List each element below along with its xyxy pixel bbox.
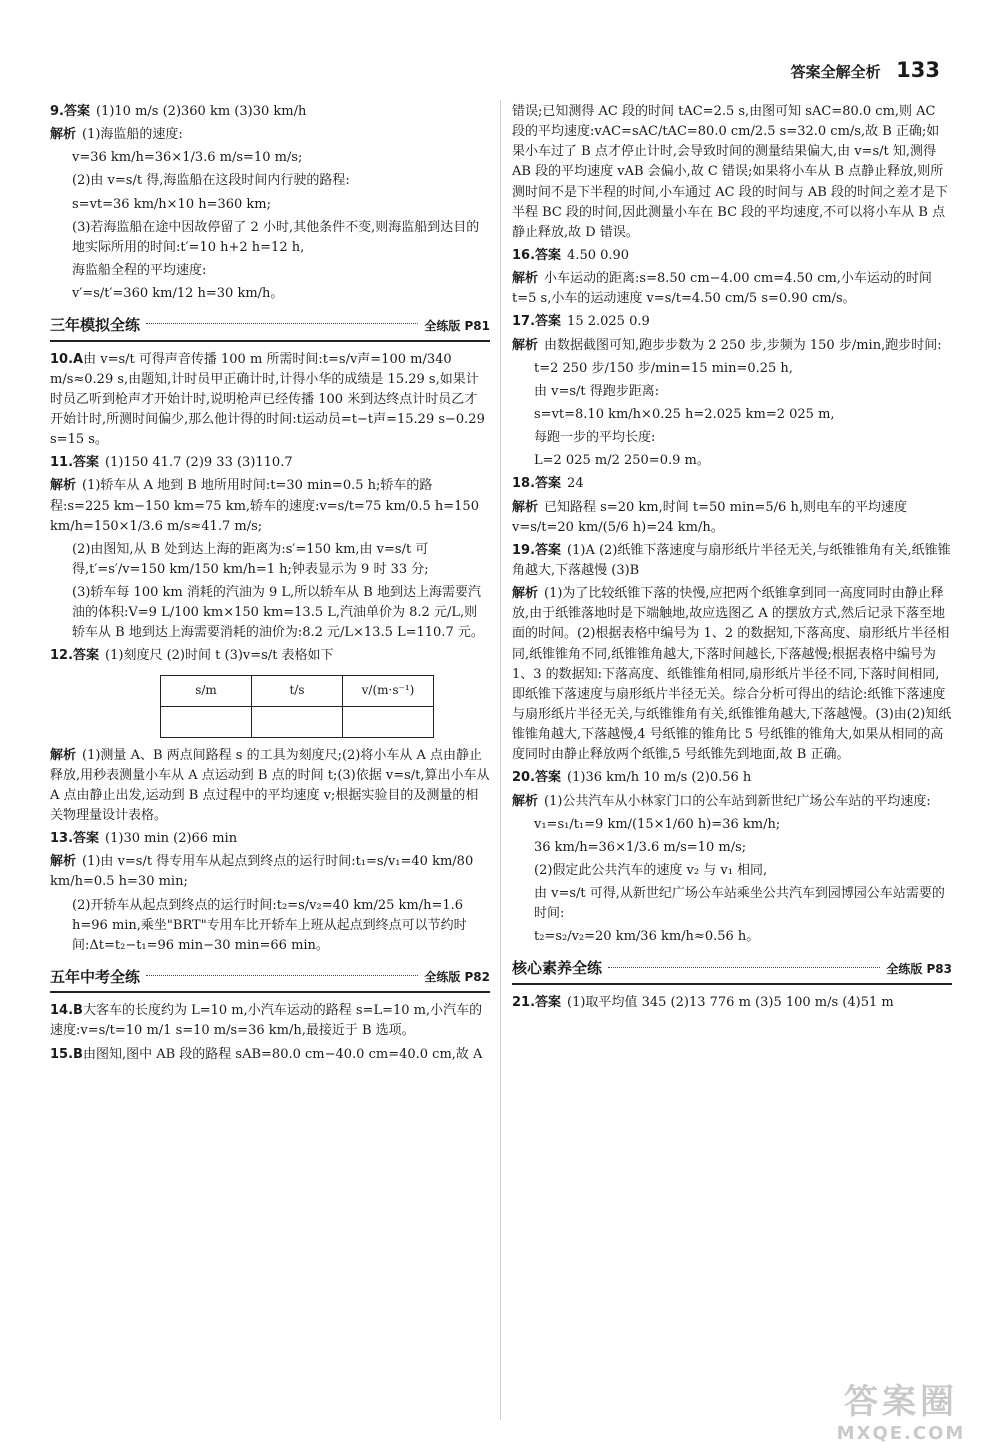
paragraph-text: 已知路程 s=20 km,时间 t=50 min=5/6 h,则电车的平均速度 v=s/t=20 km/(5/6 h)=24 km/h。 [512,499,907,535]
paragraph [512,246,952,266]
left-column [50,102,490,1068]
answer-label: 答案 [535,247,562,263]
watermark-line1: 答案圈 [844,1382,958,1422]
page-header [791,58,940,82]
answer-label: 解析 [50,747,77,763]
indented-line [50,171,490,191]
question-number: 19. [512,542,536,558]
question-number: 9. [50,104,64,119]
paragraph-text: (2)由图知,从 B 处到达上海的距离为:s′=150 km,由 v=s/t 可得,t′=s′/v=150 km/150 km/h=1 h;钟表显示为 9 时 33 分; [72,541,429,577]
answer-label: 解析 [512,793,539,809]
answer-label: 答案 [73,648,100,664]
indented-line [50,896,490,956]
indented-line [50,148,490,168]
paragraph-text: (3)轿车每 100 km 消耗的汽油为 9 L,所以轿车从 B 地到达上海需要汽油的体积:V=9 L/100 km×150 km=13.5 L,汽油单价为 8.2 元/L,则轿车从 B 地到达上海需要消耗的油价为:8.2 元/L×13.5 L=110.7 元。 [72,585,484,641]
paragraph-text: s=vt=36 km/h×10 h=360 km; [72,196,272,212]
answer-label: 解析 [50,478,77,494]
paragraph-text: L=2 025 m/2 250=0.9 m。 [534,453,710,469]
paragraph-text: (1)取平均值 345 (2)13 776 m (3)5 100 m/s (4)51 m [567,994,894,1010]
indented-line [512,884,952,924]
section-page-ref: 全练版 P81 [424,318,490,333]
paragraph-text: (1)测量 A、B 两点间路程 s 的工具为刻度尺;(2)将小车从 A 点由静止释放,用秒表测量小车从 A 点运动到 B 点的时间 t;(3)依据 v=s/t,算出小车从 A 点由静止出发,运动到 B 点过程中的平均速度 v;根据实验目的及测量的相关物理量设计表格。 [50,747,490,824]
section-heading [512,957,952,984]
section-title: 五年中考全练 [50,968,141,987]
table-header-cell: t/s [252,675,343,706]
answer-label: 答案 [535,542,562,558]
paragraph-text: t=2 250 步/150 步/min=15 min=0.25 h, [534,360,793,376]
paragraph [50,102,490,122]
paragraph-text: (1)36 km/h 10 m/s (2)0.56 h [567,770,752,786]
paragraph [512,498,952,538]
paragraph-text: (1)30 min (2)66 min [105,831,238,847]
page-number: 133 [896,58,940,82]
paragraph [512,102,952,243]
indented-line [512,838,952,858]
paragraph-text: (1)150 41.7 (2)9 33 (3)110.7 [105,455,293,471]
answer-label: 答案 [73,455,100,471]
paragraph [50,1045,490,1065]
answer-label: 解析 [50,854,77,870]
paragraph [512,768,952,788]
section-page-ref: 全练版 P83 [886,961,952,976]
paragraph-text: 错误;已知测得 AC 段的时间 tAC=2.5 s,由图可知 sAC=80.0 cm,则 AC 段的平均速度:vAC=sAC/tAC=80.0 cm/2.5 s=32.0 cm/s,故 B 正确;如果小车过了 B 点才停止计时,会导致时间的测量结果偏大,由 v=s/t 知,测得 AB 段的平均速度 vAB 会偏小,故 C 错误;如果将小车从 B 点静止释放,则所测时间不是下半程的时间,小车通过 AC 段的时间与 AB 段的时间之差才是下半程 BC 段的时间,因此测量小车在 BC 段的平均速度,不可以将小车从 B 点静止释放,故 D 错误。 [512,104,948,240]
indented-line [512,428,952,448]
paragraph-text: 36 km/h=36×1/3.6 m/s=10 m/s; [534,839,747,855]
paragraph [50,746,490,827]
indented-line [50,583,490,643]
paragraph [512,584,952,765]
indented-line [50,195,490,215]
indented-line [512,815,952,835]
table-cell [343,706,434,737]
paragraph-text: 大客车的长度约为 L=10 m,小汽车运动的路程 s=L=10 m,小汽车的速度:v=s/t=10 m/1 s=10 m/s=36 km/h,最接近于 B 选项。 [50,1003,483,1039]
table-header-cell: v/(m·s⁻¹) [343,675,434,706]
watermark [816,1374,986,1444]
indented-line [512,382,952,402]
paragraph-text: 海监船全程的平均速度: [72,262,207,278]
question-number: 18. [512,476,536,492]
section-title: 三年模拟全练 [50,316,141,335]
answer-label: 解析 [50,127,77,143]
paragraph-text: (1)海监船的速度: [82,127,183,143]
question-number: 12. [50,648,74,664]
watermark-line2: MXQE.COM [836,1423,966,1444]
paragraph [50,350,490,451]
paragraph [50,829,490,849]
answer-label: 答案 [63,104,90,119]
indented-line [50,261,490,281]
section-dots [146,974,418,976]
paragraph [512,474,952,494]
paragraph [512,312,952,332]
question-number: 14.B [50,1003,83,1019]
paragraph-text: (2)开轿车从起点到终点的运行时间:t₂=s/v₂=40 km/25 km/h=1.6 h=96 min,乘坐"BRT"专用车比开轿车上班从起点到终点可以节约时间:Δt=t₂−t₁=96 min−30 min=66 min。 [72,897,467,953]
paragraph-text: 每跑一步的平均长度: [534,430,656,446]
table-row [161,706,434,737]
answer-label: 解析 [512,586,539,602]
section-dots [608,966,880,968]
header-title: 答案全解全析 [790,63,881,81]
paragraph-text: s=vt=8.10 km/h×0.25 h=2.025 km=2 025 m, [534,406,835,422]
section-heading [50,314,490,341]
answer-label: 解析 [512,271,539,287]
paragraph-text: 小车运动的距离:s=8.50 cm−4.00 cm=4.50 cm,小车运动的时间 t=5 s,小车的运动速度 v=s/t=4.50 cm/5 s=0.90 cm/s。 [512,271,932,307]
paragraph-text: 由 v=s/t 可得,从新世纪广场公车站乘坐公共汽车到园博园公车站需要的时间: [534,886,945,922]
paragraph-text: t₂=s₂/v₂=20 km/36 km/h≈0.56 h。 [534,929,760,945]
indented-line [512,451,952,471]
answer-label: 答案 [535,994,562,1010]
paragraph-text: 由图知,图中 AB 段的路程 sAB=80.0 cm−40.0 cm=40.0 cm,故 A [82,1046,483,1062]
table-cell [252,706,343,737]
paragraph [50,646,490,666]
indented-line [512,405,952,425]
paragraph-text: (1)刻度尺 (2)时间 t (3)v=s/t 表格如下 [105,648,334,664]
table-header-row [161,675,434,706]
paragraph-text: 由 v=s/t 得跑步距离: [534,383,660,399]
paragraph [50,453,490,473]
paragraph [512,792,952,812]
section-title: 核心素养全练 [512,959,603,978]
answer-label: 答案 [535,314,562,330]
paragraph-text: 24 [567,476,584,492]
paragraph [512,269,952,309]
question-number: 15.B [50,1046,83,1062]
question-number: 13. [50,831,74,847]
paragraph-text: (1)公共汽车从小林家门口的公车站到新世纪广场公车站的平均速度: [544,793,931,809]
indented-line [50,540,490,580]
paragraph-text: v₁=s₁/t₁=9 km/(15×1/60 h)=36 km/h; [534,816,781,832]
answer-label: 答案 [535,476,562,492]
indented-line [512,861,952,881]
paragraph [50,852,490,892]
indented-line [512,927,952,947]
paragraph [512,336,952,356]
paragraph [50,125,490,145]
section-heading [50,966,490,993]
paragraph-text: 由数据截图可知,跑步步数为 2 250 步,步频为 150 步/min,跑步时间: [544,337,942,353]
paragraph-text: (2)假定此公共汽车的速度 v₂ 与 v₁ 相同, [534,862,768,878]
paragraph-text: (1)由 v=s/t 得专用车从起点到终点的运行时间:t₁=s/v₁=40 km/80 km/h=0.5 h=30 min; [50,854,474,890]
paragraph [50,1001,490,1041]
question-number: 21. [512,994,536,1010]
question-number: 17. [512,314,536,330]
paragraph-text: v′=s/t′=360 km/12 h=30 km/h。 [72,286,284,302]
answer-label: 答案 [535,770,562,786]
paragraph-text: (1)A (2)纸锥下落速度与扇形纸片半径无关,与纸锥锥角有关,纸锥锥角越大,下落越慢 (3)B [512,542,951,578]
question-number: 20. [512,770,536,786]
paragraph [50,476,490,536]
question-number: 11. [50,455,74,471]
paragraph-text: (1)为了比较纸锥下落的快慢,应把两个纸锥拿到同一高度同时由静止释放,由于纸锥落地时是下端触地,故应选图乙 A 的摆放方式,然后记录下落至地面的时间。(2)根据表格中编号为 1、2 的数据知,下落高度、扇形纸片半径相同,纸锥锥角不同,纸锥锥角越大,下落时间越长,下落越慢;根据表格中编号为 1、3 的数据知:下落高度、纸锥锥角相同,扇形纸片半径不同,下落时间相同,即纸锥下落速度与扇形纸片半径无关。综合分析可得出的结论:纸锥下落速度与扇形纸片半径无关,与纸锥锥角有关,纸锥锥角越大,下落越慢。(3)由(2)知纸锥锥角越大,下落越慢,4 号纸锥的锥角比 5 号纸锥的锥角大,如果从相同的高度同时由静止释放两个纸锥,5 号纸锥先到地面,故 B 正确。 [512,586,952,763]
paragraph-text: (1)10 m/s (2)360 km (3)30 km/h [96,104,307,119]
paragraph [512,993,952,1013]
table-cell [161,706,252,737]
answer-label: 解析 [512,337,539,353]
paragraph-text: 15 2.025 0.9 [567,314,650,330]
indented-line [50,218,490,258]
paragraph [512,541,952,581]
paragraph-text: v=36 km/h=36×1/3.6 m/s=10 m/s; [72,150,303,166]
record-table [160,675,434,738]
paragraph-text: (1)轿车从 A 地到 B 地所用时间:t=30 min=0.5 h;轿车的路程:s=225 km−150 km=75 km,轿车的速度:v=s/t=75 km/0.5 h=150 km/h=150×1/3.6 m/s≈41.7 m/s; [50,478,479,534]
question-number: 16. [512,247,536,263]
column-divider [500,100,501,1420]
paragraph-text: (3)若海监船在途中因故停留了 2 小时,其他条件不变,则海监船到达目的地实际所用的时间:t′=10 h+2 h=12 h, [72,219,480,255]
section-dots [146,322,418,324]
paragraph-text: 4.50 0.90 [567,247,630,263]
table-header-cell: s/m [161,675,252,706]
answer-label: 答案 [73,831,100,847]
right-column [512,102,952,1016]
paragraph-text: 由 v=s/t 可得声音传播 100 m 所需时间:t=s/v声=100 m/340 m/s≈0.29 s,由题知,计时员甲正确计时,计得小华的成绩是 15.29 s,如果计时员乙听到枪声才开始计时,说明枪声已经传播 100 米到达终点计时员乙才开始计时,所测时间偏少,那么他计得的时间:t运动员=t−t声=15.29 s−0.29 s=15 s。 [50,351,485,448]
indented-line [512,359,952,379]
indented-line [50,284,490,304]
question-number: 10.A [50,351,84,367]
section-page-ref: 全练版 P82 [424,970,490,985]
answer-label: 解析 [512,499,539,515]
paragraph-text: (2)由 v=s/t 得,海监船在这段时间内行驶的路程: [72,173,350,189]
